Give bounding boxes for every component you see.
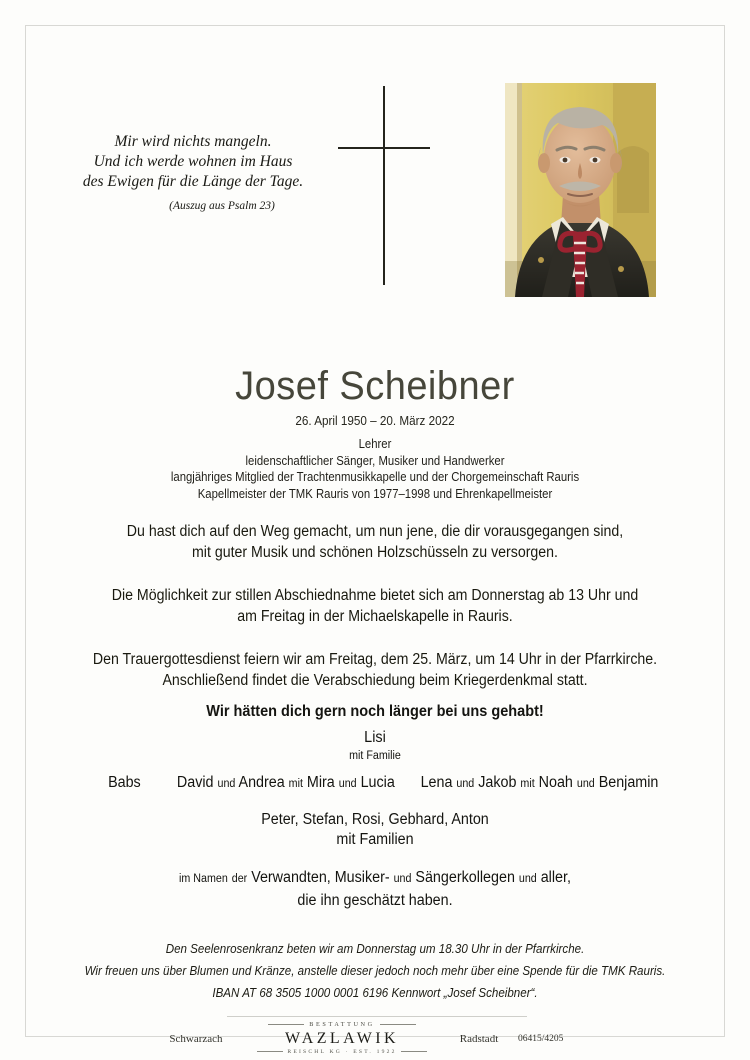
family-siblings: Peter, Stefan, Rosi, Gebhard, Anton (261, 811, 489, 828)
connector: und (576, 778, 595, 790)
family-block (0, 703, 750, 911)
closing-term: Verwandten, Musiker- (251, 869, 390, 886)
note-iban: IBAN AT 68 3505 1000 0001 6196 Kennwort „Josef Scheibner“. (212, 986, 538, 1000)
paragraph (30, 521, 720, 563)
footer-kicker-text: BESTATTUNG (309, 1021, 375, 1028)
footer-city-left: Schwarzach (169, 1032, 223, 1045)
portrait-photo (505, 83, 656, 297)
cross-vertical-bar (383, 86, 385, 285)
footer-kicker (244, 1021, 440, 1028)
footer-brand: WAZLAWIK (285, 1030, 399, 1047)
family-closing-line-2: die ihn geschätzt haben. (297, 892, 453, 909)
note-rosary: Den Seelenrosenkranz beten wir am Donnerstag um 18.30 Uhr in der Pfarrkirche. (165, 942, 585, 956)
connector: mit (288, 778, 303, 790)
closing-term: Sängerkollegen (415, 869, 515, 886)
family-closing-line-1 (26, 867, 724, 890)
paragraph (30, 585, 720, 627)
verse-source: (Auszug aus Psalm 23) (169, 200, 275, 212)
family-name: Andrea (238, 774, 285, 791)
portrait-illustration (505, 83, 656, 297)
paragraph-line: am Freitag in der Michaelskapelle in Rauris. (237, 608, 513, 625)
connector: und (217, 778, 236, 790)
connector: im Namen (179, 873, 228, 885)
role-line: leidenschaftlicher Sänger, Musiker und Handwerker (245, 453, 505, 468)
connector: und (393, 873, 412, 885)
rule-right (380, 1024, 416, 1025)
role-line: langjähriges Mitglied der Trachtenmusikkapelle und der Chorgemeinschaft Rauris (170, 470, 580, 485)
family-group-david (177, 774, 395, 792)
family-name: Mira (306, 774, 335, 791)
family-name: Noah (538, 774, 573, 791)
rule-left (268, 1024, 304, 1025)
footer-city-right: Radstadt (459, 1032, 499, 1045)
family-name: Lucia (360, 774, 395, 791)
family-headline: Wir hätten dich gern noch länger bei uns gehabt! (206, 703, 544, 720)
verse-line-1: Mir wird nichts mangeln. (114, 133, 272, 150)
family-siblings-note: mit Familien (336, 831, 414, 848)
footer-subline (244, 1049, 440, 1055)
family-name: David (176, 774, 214, 791)
note-donation: Wir freuen uns über Blumen und Kränze, anstelle dieser jedoch noch mehr über eine Spende für die TMK Rauris. (84, 964, 666, 978)
paragraph-line: Anschließend findet die Verabschiedung beim Kriegerdenkmal statt. (162, 672, 588, 689)
family-name-babs: Babs (108, 774, 141, 791)
verse-block (62, 132, 324, 216)
paragraph-line: mit guter Musik und schönen Holzschüsseln zu versorgen. (192, 544, 558, 561)
family-name: Jakob (478, 774, 517, 791)
closing-term: aller, (540, 869, 571, 886)
role-line: Kapellmeister der TMK Rauris von 1977–1998 und Ehrenkapellmeister (197, 486, 553, 501)
paragraph-line: Du hast dich auf den Weg gemacht, um nun jene, die dir vorausgegangen sind, (126, 523, 624, 540)
rule-left (257, 1051, 283, 1052)
role-line: Lehrer (358, 437, 392, 451)
footer-notes (30, 938, 720, 1004)
message-paragraphs (0, 521, 750, 691)
family-widow-note: mit Familie (349, 750, 401, 762)
rule-right (401, 1051, 427, 1052)
connector: und (518, 873, 537, 885)
family-group-lena (421, 774, 659, 792)
connector: und (456, 778, 475, 790)
connector: mit (520, 778, 535, 790)
family-closing (26, 867, 724, 911)
cross-horizontal-bar (338, 147, 430, 149)
family-name: Benjamin (598, 774, 659, 791)
funeral-home-logo (244, 1022, 440, 1055)
footer-subline-text: REISCHL KG · EST. 1922 (287, 1049, 397, 1055)
family-names-row (26, 774, 724, 798)
connector: und (338, 778, 357, 790)
paragraph-line: Die Möglichkeit zur stillen Abschiednahme bietet sich am Donnerstag ab 13 Uhr und (111, 587, 639, 604)
footer-divider (227, 1016, 527, 1017)
paragraph-line: Den Trauergottesdienst feiern wir am Freitag, dem 25. März, um 14 Uhr in der Pfarrkirche. (92, 651, 658, 668)
connector: der (231, 873, 248, 885)
family-name: Lena (420, 774, 453, 791)
deceased-roles (38, 436, 713, 502)
footer-phone: 06415/4205 (518, 1033, 564, 1044)
verse-line-2: Und ich werde wohnen im Haus (93, 153, 293, 170)
family-widow: Lisi (364, 729, 386, 746)
deceased-dates: 26. April 1950 – 20. März 2022 (295, 413, 455, 428)
deceased-name: Josef Scheibner (235, 364, 515, 408)
verse-line-3: des Ewigen für die Länge der Tage. (82, 173, 304, 190)
cross-icon (330, 86, 442, 286)
paragraph (30, 649, 720, 691)
funeral-home-footer (0, 1014, 750, 1058)
